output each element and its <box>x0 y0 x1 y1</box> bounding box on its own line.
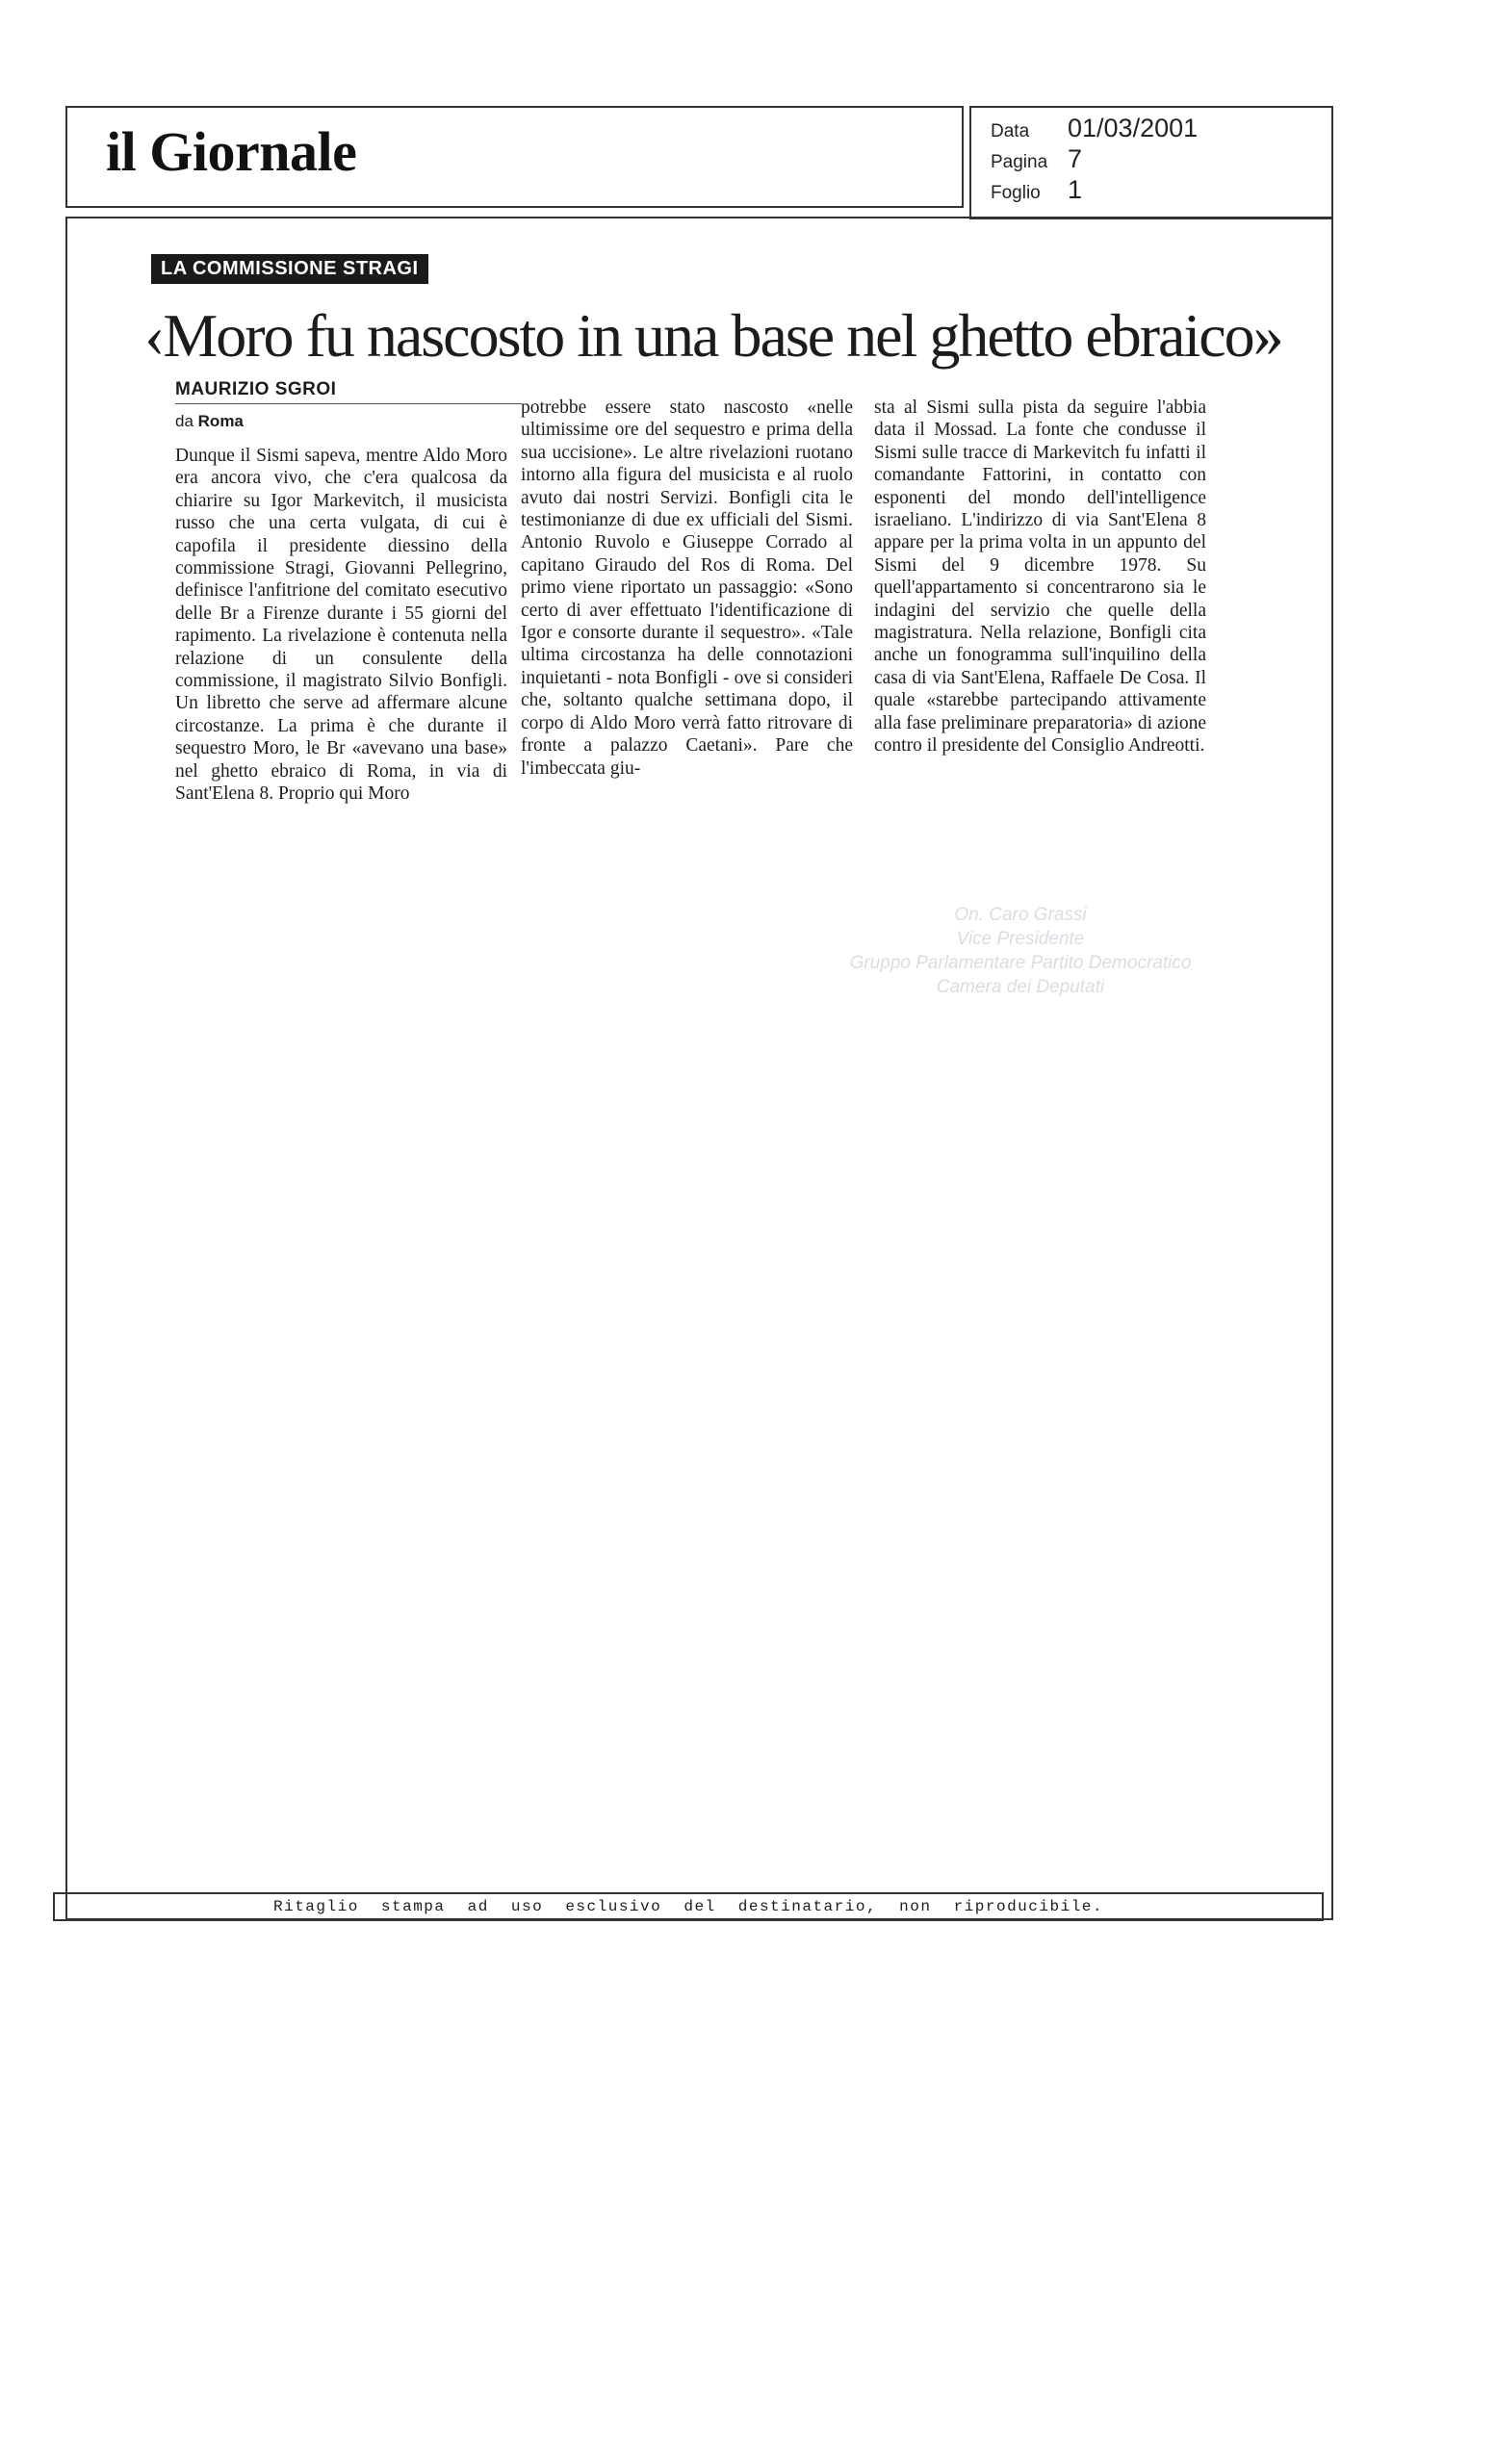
dateline-prefix: da <box>175 412 193 430</box>
stamp-line-2: Vice Presidente <box>956 929 1085 949</box>
faded-stamp <box>809 903 1232 999</box>
stamp-line-1: On. Caro Grassi <box>954 905 1087 925</box>
meta-foglio-row <box>991 175 1082 205</box>
meta-pagina-row <box>991 144 1082 174</box>
byline: MAURIZIO SGROI <box>175 379 337 399</box>
byline-divider <box>175 403 522 404</box>
section-kicker: LA COMMISSIONE STRAGI <box>151 254 428 284</box>
clipping-footer <box>53 1892 1324 1921</box>
article-column-1: Dunque il Sismi sapeva, mentre Aldo Moro era ancora vivo, che c'era qualcosa da chiarire su Igor Markevitch, il musicista russo che una certa vulgata, di cui è capofila il presidente diessino della commissione Stragi, Giovanni Pellegrino, definisce l'anfitrione del comitato esecutivo delle Br a Firenze durante i 55 giorni del rapimento. La rivelazione è contenuta nella relazione di un consulente della commissione, il magistrato Silvio Bonfigli. Un libretto che serve ad affermare alcune circostanze. La prima è che durante il sequestro Moro, le Br «avevano una base» nel ghetto ebraico di Roma, in via di Sant'Elena 8. Proprio qui Moro <box>175 446 507 805</box>
meta-pagina-label: Pagina <box>991 152 1048 172</box>
headline: ‹Moro fu nascosto in una base nel ghetto ebraico» <box>144 301 1282 370</box>
meta-data-row <box>991 114 1198 143</box>
meta-box <box>969 106 1333 219</box>
masthead-box <box>65 106 964 208</box>
meta-data-label: Data <box>991 121 1030 141</box>
article-column-2: potrebbe essere stato nascosto «nelle ultimissime ore del sequestro e prima della sua uccisione». Le altre rivelazioni ruotano intorno alla figura del musicista e al ruolo avuto dai nostri Servizi. Bonfigli cita le testimonianze di due ex ufficiali del Sismi. Antonio Ruvolo e Giuseppe Corrado al capitano Giraudo del Ros di Roma. Del primo viene riportato un passaggio: «Sono certo di aver effettuato l'identificazione di Igor e consorte durante il sequestro». «Tale ultima circostanza ha delle connotazioni inquietanti - nota Bonfigli - ove si consideri che, soltanto qualche settimana dopo, il corpo di Aldo Moro verrà fatto ritrovare di fronte a palazzo Caetani». Pare che l'imbeccata giu- <box>521 398 853 779</box>
meta-data-value: 01/03/2001 <box>1068 114 1199 142</box>
masthead-logo: il Giornale <box>106 120 357 183</box>
dateline-city: Roma <box>197 412 244 430</box>
meta-foglio-value: 1 <box>1068 175 1083 204</box>
footer-notice: Ritaglio stampa ad uso esclusivo del destinatario, non riproducibile. <box>272 1898 1103 1915</box>
dateline <box>175 412 244 431</box>
stamp-line-3: Gruppo Parlamentare Partito Democratico <box>849 953 1192 973</box>
article-column-3: sta al Sismi sulla pista da seguire l'abbia data il Mossad. La fonte che condusse il Sismi sulle tracce di Markevitch fu infatti il comandante Fattorini, in contatto con esponenti del mondo dell'intelligence israeliano. L'indirizzo di via Sant'Elena 8 appare per la prima volta in un appunto del Sismi del 9 dicembre 1978. Su quell'appartamento si concentrarono sia le indagini del servizio che quelle della magistratura. Nella relazione, Bonfigli cita anche un fonogramma sull'inquilino della casa di via Sant'Elena, Raffaele De Cosa. Il quale «starebbe partecipando attivamente alla fase preliminare preparatoria» di azione contro il presidente del Consiglio Andreotti. <box>874 398 1206 757</box>
meta-pagina-value: 7 <box>1068 144 1083 173</box>
meta-foglio-label: Foglio <box>991 183 1041 203</box>
stamp-line-4: Camera dei Deputati <box>936 977 1105 997</box>
